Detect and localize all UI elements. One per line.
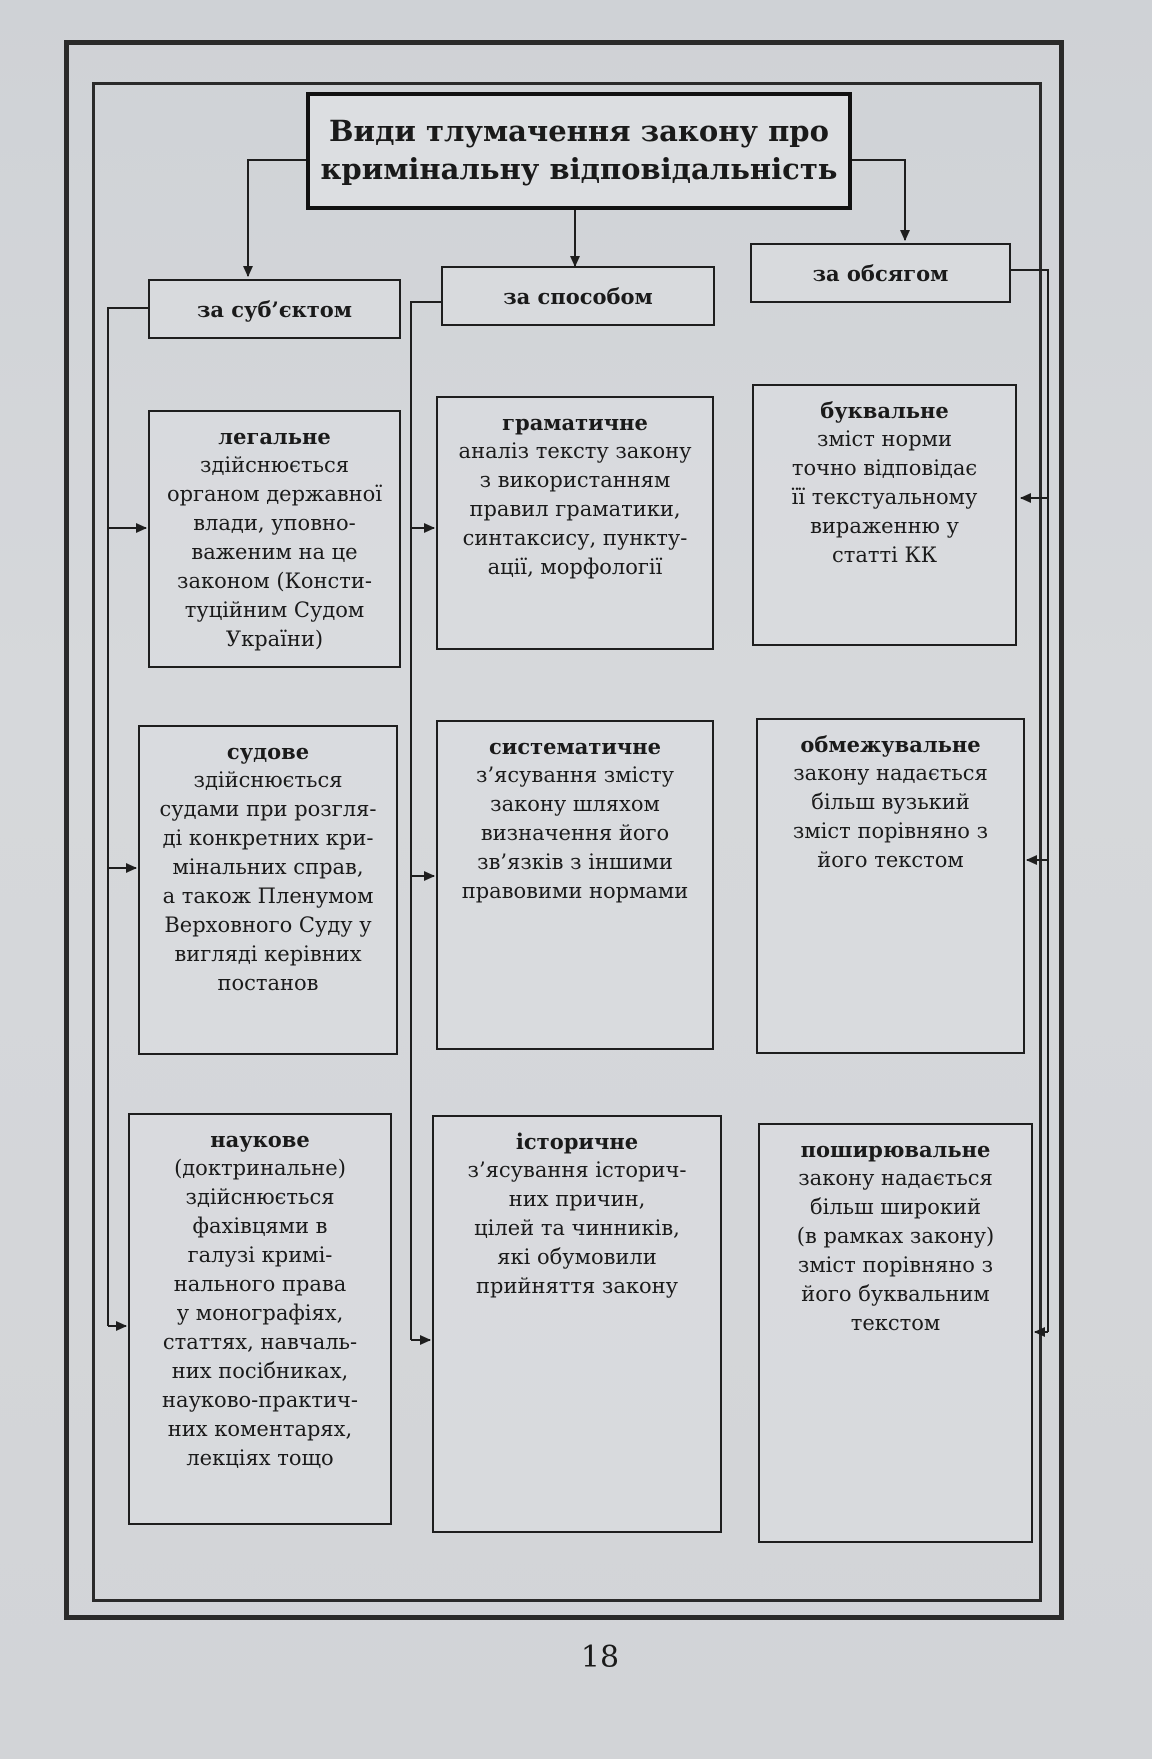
category-by-scope: за обсягом (750, 243, 1011, 303)
box-heading: судове (226, 739, 310, 764)
box-text: здійснюється органом державної влади, уповно- важеним на це законом (Консти- туційним Судом України) (166, 453, 383, 651)
box-restrictive (756, 718, 1025, 1054)
page-number: 18 (580, 1640, 620, 1675)
box-heading: буквальне (820, 398, 949, 423)
box-historical (432, 1115, 722, 1533)
box-text: здійснюється судами при розгля- ді конкретних кри- мінальних справ, а також Пленумом Верховного Суду у вигляді керівних постанов (159, 768, 377, 995)
box-text: з’ясування змісту закону шляхом визначення його зв’язків з іншими правовими нормами (461, 763, 689, 903)
box-text: (доктринальне) здійснюється фахівцями в галузі кримі- нального права у монографіях, статтях, навчаль- них посібниках, науково-практич- них коментарях, лекціях тощо (162, 1156, 358, 1470)
box-heading: легальне (218, 424, 331, 449)
box-text: з’ясування історич- них причин, цілей та чинників, які обумовили прийняття закону (467, 1158, 687, 1298)
title-to-subject-arrow (248, 160, 306, 276)
title-to-scope-arrow (852, 160, 905, 240)
box-scientific (128, 1113, 392, 1525)
category-by-method: за способом (441, 266, 715, 326)
box-systematic (436, 720, 714, 1050)
box-heading: наукове (210, 1127, 310, 1152)
box-text: зміст норми точно відповідає її текстуальному вираженню у статті КК (791, 427, 978, 567)
box-heading: граматичне (502, 410, 648, 435)
box-heading: обмежувальне (800, 732, 981, 757)
box-heading: поширювальне (800, 1137, 991, 1162)
box-heading: історичне (515, 1129, 639, 1154)
box-literal (752, 384, 1017, 646)
box-legal (148, 410, 401, 668)
category-by-subject: за суб’єктом (148, 279, 401, 339)
box-judicial (138, 725, 398, 1055)
box-heading: систематичне (488, 734, 662, 759)
box-text: закону надається більш широкий (в рамках закону) зміст порівняно з його буквальним текстом (796, 1166, 995, 1335)
box-extensive (758, 1123, 1033, 1543)
box-text: аналіз тексту закону з використанням правил граматики, синтаксису, пункту- ації, морфології (458, 439, 692, 579)
box-text: закону надається більш вузький зміст порівняно з його текстом (792, 761, 989, 872)
box-grammatical (436, 396, 714, 650)
diagram-title: Види тлумачення закону про кримінальну відповідальність (306, 92, 852, 210)
